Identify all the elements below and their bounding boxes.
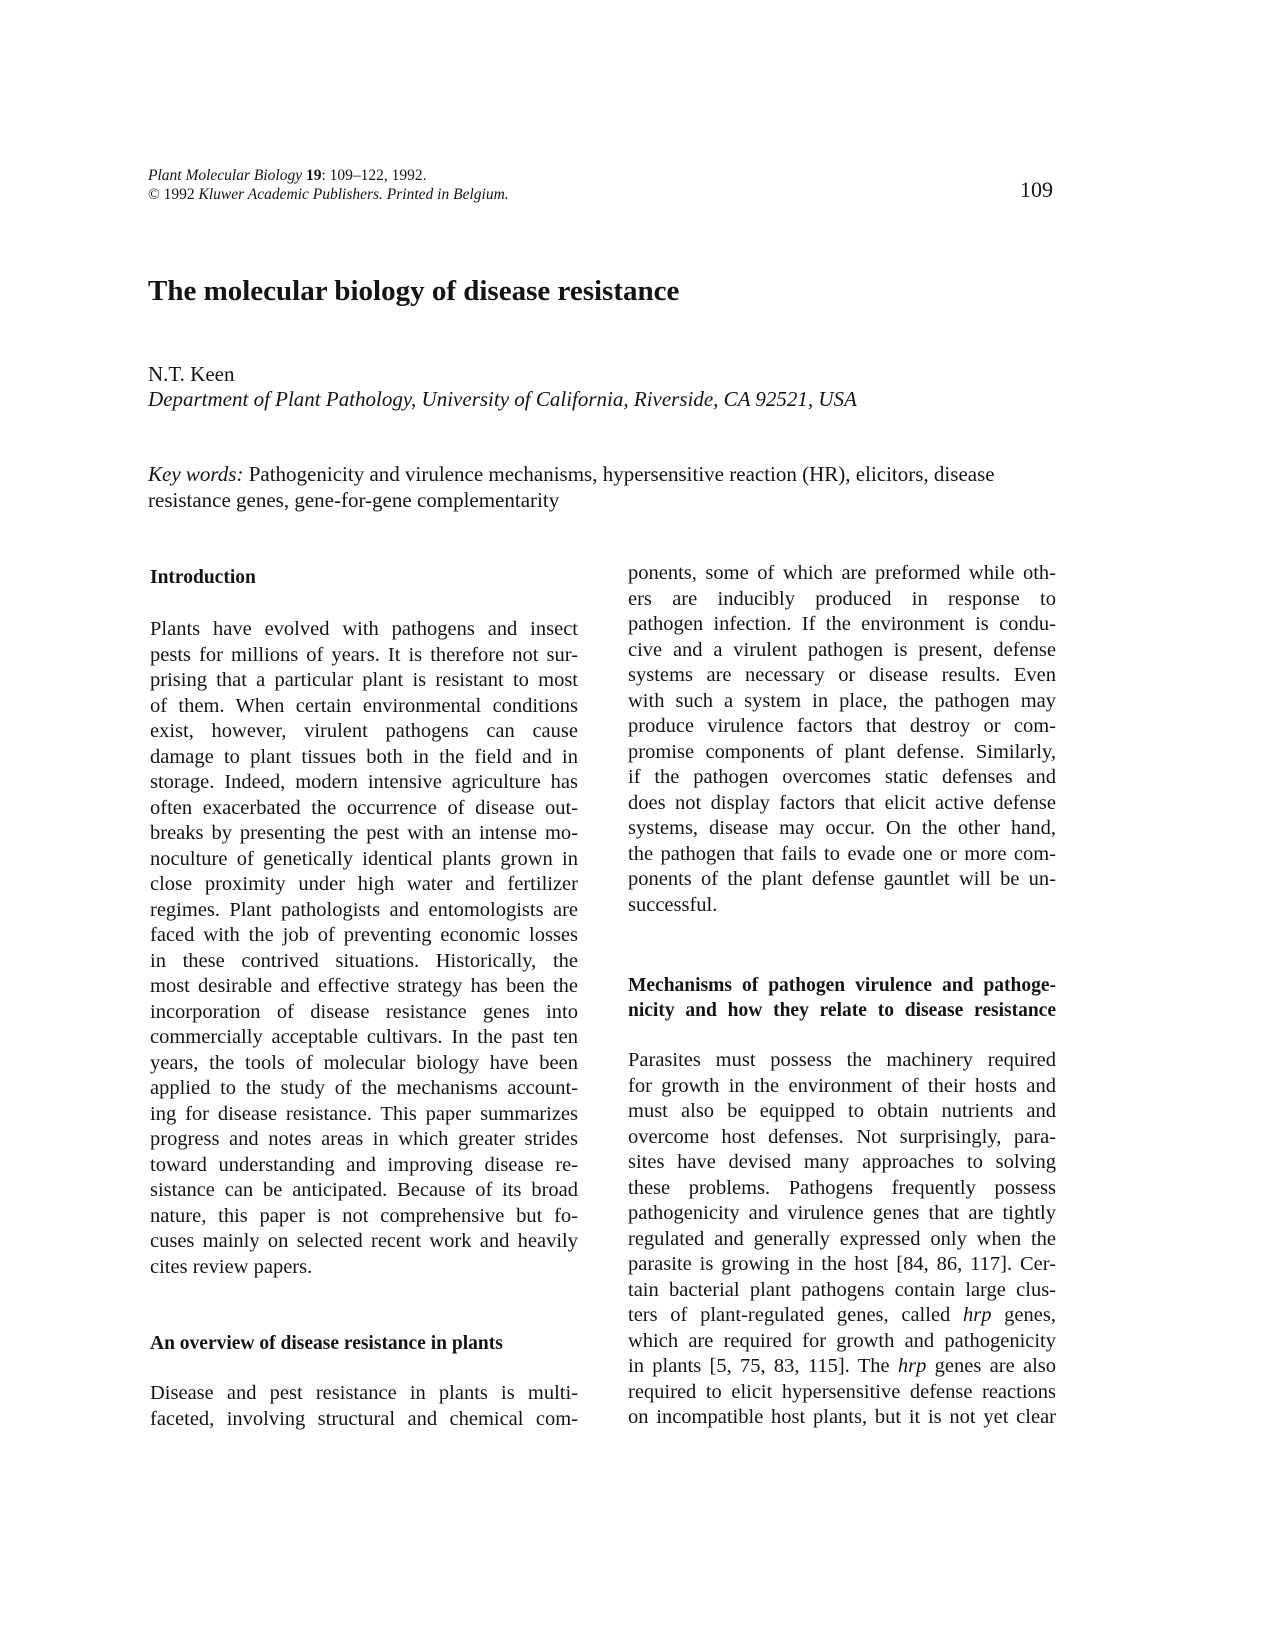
paragraph-line: which are required for growth and pathogenicity <box>628 1329 1056 1352</box>
paragraph-line: cites review papers. <box>150 1255 313 1278</box>
right-column <box>628 561 1056 1431</box>
paragraph-line: exist, however, virulent pathogens can cause <box>150 720 578 742</box>
mechanisms-paragraph <box>628 1048 1056 1431</box>
paragraph-line: ing for disease resistance. This paper summarizes <box>150 1102 578 1125</box>
copyright-prefix: © 1992 <box>148 186 199 203</box>
line-segment: genes are also <box>926 1355 1056 1377</box>
paragraph-line: progress and notes areas in which greater strides <box>150 1128 578 1150</box>
line-segment: ters of plant-regulated genes, called <box>628 1304 963 1326</box>
introduction-heading: Introduction <box>150 567 256 588</box>
paragraph-line: prising that a particular plant is resistant to most <box>150 669 578 691</box>
author-name: N.T. Keen <box>148 362 235 386</box>
hrp-term: hrp <box>897 1355 927 1377</box>
overview-heading: An overview of disease resistance in plants <box>150 1333 503 1354</box>
paragraph-line: promise components of plant defense. Similarly, <box>628 740 1056 763</box>
keywords <box>148 461 1068 513</box>
paragraph-line: in these contrived situations. Historically, the <box>150 949 578 972</box>
keywords-label: Key words: <box>148 462 244 486</box>
page-number: 109 <box>1020 177 1053 202</box>
line-segment: genes, <box>991 1304 1056 1326</box>
paragraph-line: cuses mainly on selected recent work and heavily <box>150 1230 578 1252</box>
paragraph-line: sites have devised many approaches to solving <box>628 1151 1056 1173</box>
paragraph-line: produce virulence factors that destroy or com- <box>628 715 1056 737</box>
paragraph-line: ers are inducibly produced in response to <box>628 587 1056 610</box>
paragraph-line: if the pathogen overcomes static defenses and <box>628 766 1056 788</box>
journal-citation <box>148 166 1053 185</box>
paragraph-line: commercially acceptable cultivars. In the past ten <box>150 1026 578 1048</box>
paper-title: The molecular biology of disease resistance <box>148 275 680 307</box>
introduction-paragraph <box>150 617 578 1280</box>
paragraph-line: on incompatible host plants, but it is not yet clear <box>628 1406 1056 1428</box>
paragraph-line: Disease and pest resistance in plants is multi- <box>150 1382 578 1404</box>
paragraph-line: sistance can be anticipated. Because of its broad <box>150 1179 578 1201</box>
paragraph-line: Parasites must possess the machinery required <box>628 1049 1056 1071</box>
paragraph-line: required to elicit hypersensitive defense reactions <box>628 1380 1056 1403</box>
paragraph-line: close proximity under high water and fertilizer <box>150 873 578 895</box>
paragraph-line: often exacerbated the occurrence of disease out- <box>150 796 578 819</box>
paragraph-line: faced with the job of preventing economic losses <box>150 924 578 946</box>
left-column <box>150 561 578 1432</box>
paragraph-line: systems are necessary or disease results. Even <box>628 664 1056 686</box>
paragraph-line: storage. Indeed, modern intensive agriculture has <box>150 771 578 793</box>
paragraph-line: of them. When certain environmental conditions <box>150 694 578 717</box>
paragraph-line: these problems. Pathogens frequently possess <box>628 1176 1056 1199</box>
paragraph-line: pests for millions of years. It is therefore not sur- <box>150 643 578 666</box>
paragraph-line: overcome host defenses. Not surprisingly, para- <box>628 1125 1056 1148</box>
paragraph-line: the pathogen that fails to evade one or more com- <box>628 842 1056 865</box>
paragraph-line: most desirable and effective strategy has been the <box>150 975 578 997</box>
mechanisms-heading <box>628 973 1056 1023</box>
paragraph-line: years, the tools of molecular biology have been <box>150 1051 578 1074</box>
publisher-note: Kluwer Academic Publishers. Printed in Belgium. <box>198 186 509 203</box>
paragraph-line: Plants have evolved with pathogens and insect <box>150 618 578 640</box>
paragraph-line: with such a system in place, the pathogen may <box>628 689 1056 712</box>
paragraph-line: pathogenicity and virulence genes that are tightly <box>628 1202 1056 1224</box>
paragraph-line <box>628 1303 1056 1329</box>
paragraph-line: damage to plant tissues both in the field and in <box>150 745 578 768</box>
line-segment: in plants [5, 75, 83, 115]. The <box>628 1355 898 1377</box>
paragraph-line: successful. <box>628 893 718 916</box>
overview-paragraph <box>150 1381 578 1432</box>
journal-pages-year: : 109–122, 1992. <box>321 167 427 184</box>
paragraph-line: parasite is growing in the host [84, 86, 117]. Cer- <box>628 1253 1056 1275</box>
journal-name: Plant Molecular Biology <box>148 167 303 184</box>
copyright-line <box>148 185 1053 204</box>
paragraph-line: applied to the study of the mechanisms account- <box>150 1077 578 1099</box>
heading-line: Mechanisms of pathogen virulence and pathoge- <box>628 975 1056 996</box>
paragraph-line: toward understanding and improving disease re- <box>150 1153 578 1176</box>
paragraph-line: pathogen infection. If the environment is condu- <box>628 613 1056 635</box>
paragraph-line: regulated and generally expressed only when the <box>628 1227 1056 1250</box>
journal-volume: 19 <box>305 167 322 184</box>
paragraph-line: must also be equipped to obtain nutrients and <box>628 1100 1056 1122</box>
paragraph-line: for growth in the environment of their hosts and <box>628 1074 1056 1097</box>
keywords-text: Pathogenicity and virulence mechanisms, hypersensitive reaction (HR), elicitors, disease resistance genes, gene-for-gene complementarity <box>148 462 995 512</box>
paragraph-line: regimes. Plant pathologists and entomologists are <box>150 898 578 921</box>
hrp-term: hrp <box>963 1304 992 1326</box>
paragraph-line: cive and a virulent pathogen is present, defense <box>628 638 1056 661</box>
paragraph-line: tain bacterial plant pathogens contain large clus- <box>628 1278 1056 1301</box>
paragraph-line: incorporation of disease resistance genes into <box>150 1000 578 1023</box>
paragraph-line: systems, disease may occur. On the other hand, <box>628 817 1056 839</box>
paragraph-line: nature, this paper is not comprehensive but fo- <box>150 1204 578 1227</box>
paragraph-line: faceted, involving structural and chemical com- <box>150 1407 578 1430</box>
paragraph-line: does not display factors that elicit active defense <box>628 791 1056 814</box>
heading-line: nicity and how they relate to disease resistance <box>628 1000 1056 1021</box>
author-affiliation: Department of Plant Pathology, University of California, Riverside, CA 92521, USA <box>148 387 857 411</box>
paragraph-line: breaks by presenting the pest with an intense mo- <box>150 822 578 844</box>
paragraph-line: noculture of genetically identical plants grown in <box>150 847 578 870</box>
paragraph-line: ponents of the plant defense gauntlet will be un- <box>628 868 1056 890</box>
paragraph-line: ponents, some of which are preformed while oth- <box>628 562 1056 584</box>
journal-header <box>148 166 1053 204</box>
continued-paragraph <box>628 561 1056 918</box>
paragraph-line <box>628 1354 1056 1380</box>
